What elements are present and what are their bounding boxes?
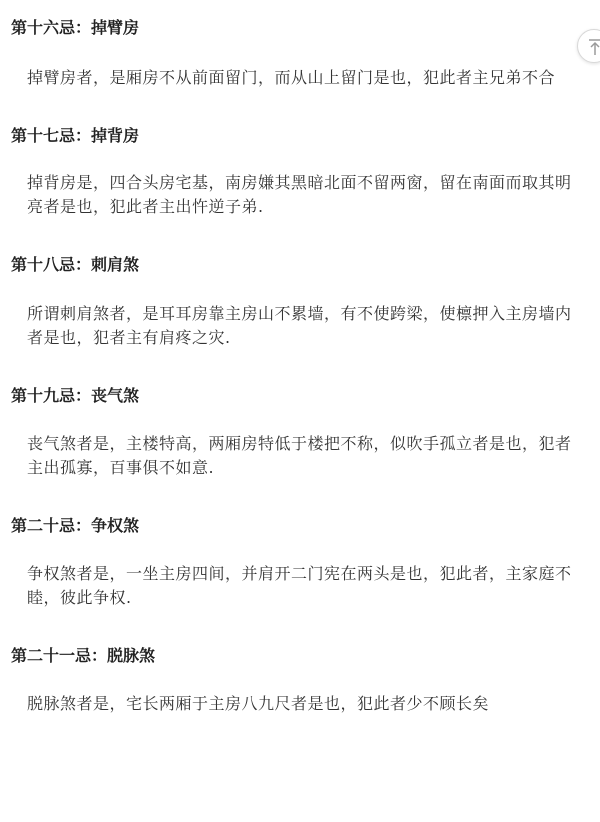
section-heading: 第二十一忌：脱脉煞 (11, 646, 156, 665)
section-17 (0, 125, 600, 219)
section-paragraph: 掉背房是，四合头房宅基，南房嫌其黑暗北面不留两窗，留在南面而取其明亮者是也，犯此者主出忤逆子弟. (27, 173, 572, 216)
section-paragraph: 所谓刺肩煞者，是耳耳房靠主房山不累墙，有不使跨梁，使檩押入主房墙内者是也，犯者主有肩疼之灾. (27, 304, 572, 347)
section-heading: 第十九忌：丧气煞 (11, 386, 140, 405)
section-heading: 第十八忌：刺肩煞 (11, 255, 140, 274)
section-heading: 第二十忌：争权煞 (11, 516, 140, 535)
section-paragraph: 争权煞者是，一坐主房四间，并肩开二门宪在两头是也，犯此者，主家庭不睦，彼此争权. (27, 564, 572, 607)
section-heading: 第十七忌：掉背房 (11, 126, 140, 145)
section-paragraph: 丧气煞者是，主楼特高，两厢房特低于楼把不称，似吹手孤立者是也，犯者主出孤寡，百事俱不如意. (27, 434, 572, 477)
section-21 (0, 645, 600, 716)
section-18 (0, 254, 600, 350)
section-20 (0, 515, 600, 610)
section-paragraph: 掉臂房者，是厢房不从前面留门，而从山上留门是也，犯此者主兄弟不合 (27, 68, 556, 87)
arrow-up-to-top-icon (587, 38, 600, 56)
section-16 (0, 17, 600, 90)
section-paragraph: 脱脉煞者是，宅长两厢于主房八九尺者是也，犯此者少不顾长矣 (27, 694, 490, 713)
section-19 (0, 385, 600, 480)
section-heading: 第十六忌：掉臂房 (11, 18, 140, 37)
